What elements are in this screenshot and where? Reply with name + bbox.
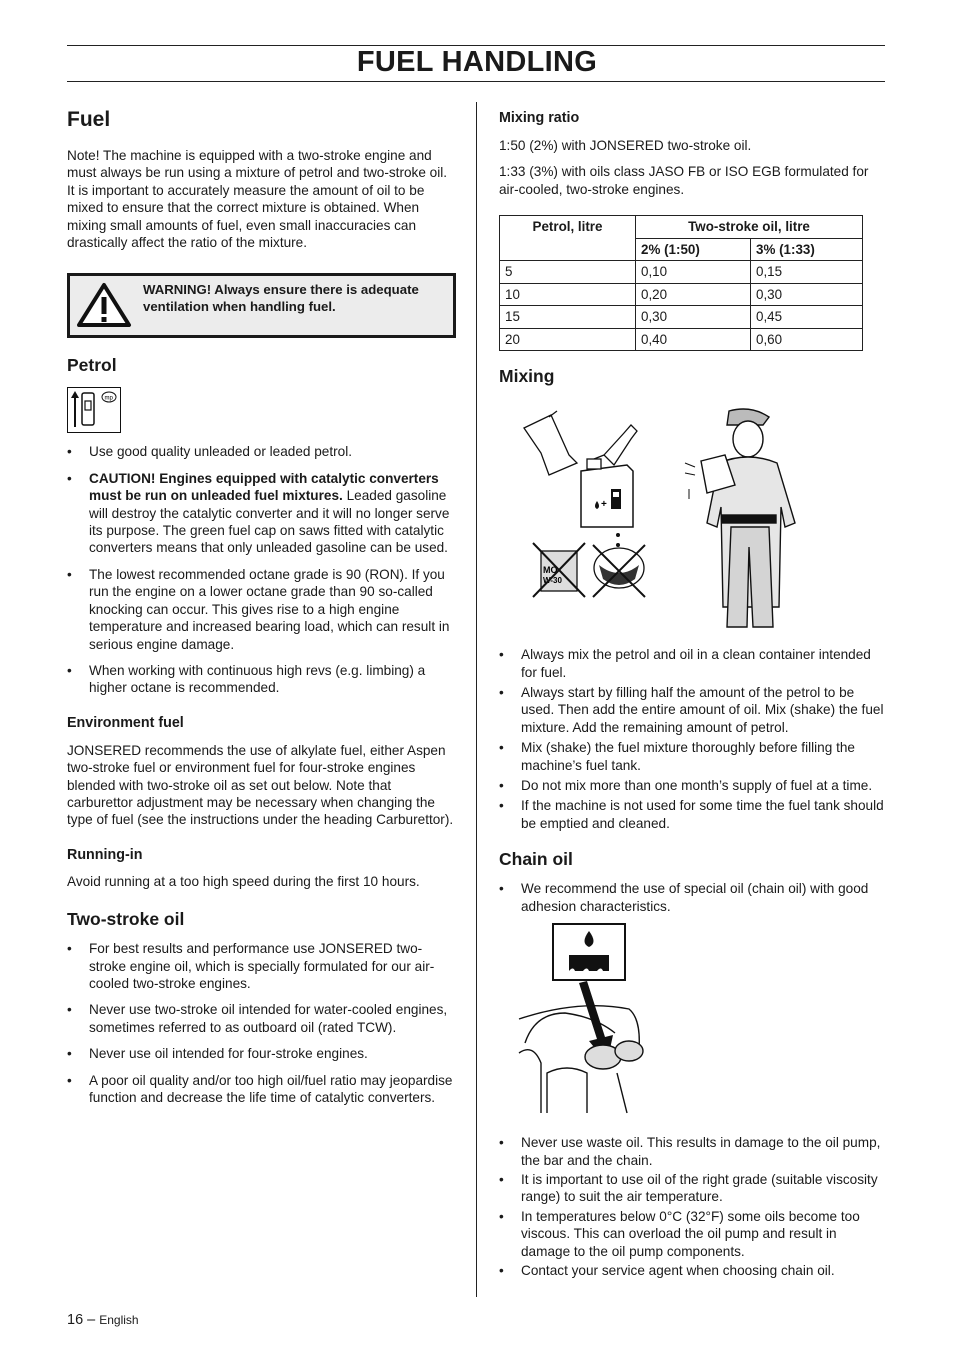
fuel-intro: Note! The machine is equipped with a two-stroke engine and must always be run using a mixture of petrol and two-stroke oil. It is important to accurately measure the amount of oil to be mixed to ensure that the correct mixture is obtained. When mixing small amounts of fuel, even small inaccuracies can drastically affect the ratio of the mixture. (67, 148, 448, 251)
footer-language: English (99, 1313, 139, 1327)
person-shaking-fuel-icon (701, 409, 795, 627)
list-item: • In temperatures below 0°C (32°F) some oils become too viscous. This can overload the oil pump and result in damage to the oil pump components. (499, 1208, 889, 1260)
table-header-oil: Two-stroke oil, litre (636, 216, 863, 239)
chain-oil-symbol-icon (553, 924, 625, 980)
petrol-heading: Petrol (67, 355, 117, 376)
fuel-canister-icon (581, 459, 633, 527)
chainsaw-fuel-caps-icon (519, 1006, 643, 1113)
list-item: • Do not mix more than one month’s supply of fuel at a time. (499, 777, 889, 794)
environment-fuel-heading: Environment fuel (67, 714, 184, 731)
running-in-heading: Running-in (67, 846, 143, 863)
table-cell: 10 (500, 283, 636, 306)
column-divider (476, 102, 477, 1297)
list-item: • A poor oil quality and/or too high oil/fuel ratio may jeopardise function and decrease the life time of catalytic converters. (67, 1072, 457, 1107)
mixing-ratio-line-1: 1:50 (2%) with JONSERED two-stroke oil. (499, 138, 752, 153)
warning-triangle-icon (76, 282, 132, 328)
list-item: • We recommend the use of special oil (chain oil) with good adhesion characteristics. (499, 880, 889, 915)
mixing-bullet-list (499, 646, 889, 832)
chain-oil-illustration (517, 923, 697, 1119)
mixing-ratio-table (499, 215, 863, 351)
prohibited-can-icon (533, 543, 585, 597)
left-column (67, 106, 457, 1106)
warning-text: WARNING! Always ensure there is adequate ventilation when handling fuel. (143, 282, 419, 315)
table-cell: 0,15 (751, 261, 863, 284)
table-cell: 0,20 (636, 283, 751, 306)
fuel-heading: Fuel (67, 108, 111, 131)
two-stroke-oil-heading: Two-stroke oil (67, 909, 185, 930)
right-column (499, 106, 889, 1279)
table-subheader-3pct: 3% (1:33) (751, 238, 863, 261)
list-item: • Mix (shake) the fuel mixture thoroughly before filling the machine’s fuel tank. (499, 739, 889, 774)
measuring-jug-icon (524, 411, 577, 475)
svg-text:+: + (601, 499, 607, 511)
table-cell: 0,45 (751, 306, 863, 329)
chain-oil-bullet-list-top (499, 880, 889, 915)
list-item: • Never use oil intended for four-stroke engines. (67, 1045, 457, 1062)
table-row (500, 283, 863, 306)
table-cell: 0,40 (636, 328, 751, 351)
list-item: • Never use waste oil. This results in damage to the oil pump, the bar and the chain. (499, 1134, 889, 1169)
list-item: • When working with continuous high revs (e.g. limbing) a higher octane is recommended. (67, 662, 457, 697)
table-row (500, 328, 863, 351)
table-subheader-2pct: 2% (1:50) (636, 238, 751, 261)
table-cell: 5 (500, 261, 636, 284)
prohibited-bowl-icon (593, 545, 645, 597)
page-title: FUEL HANDLING (356, 46, 598, 78)
table-row (500, 261, 863, 284)
table-cell: 0,30 (636, 306, 751, 329)
chain-oil-bullet-list-bottom (499, 1134, 889, 1279)
two-stroke-bullet-list (67, 940, 457, 1106)
svg-text:W-30: W-30 (543, 576, 562, 586)
mixing-illustration (519, 403, 809, 633)
list-item: • Use good quality unleaded or leaded petrol. (67, 443, 457, 460)
header-bottom-rule (67, 81, 885, 82)
table-cell: 20 (500, 328, 636, 351)
svg-text:MO: MO (543, 565, 558, 576)
warning-box (67, 273, 456, 338)
list-item: • Always start by filling half the amount of the petrol to be used. Then add the entire amount of oil. Mix (shake) the fuel mixture. Add the remaining amount of petrol. (499, 684, 889, 736)
running-in-text: Avoid running at a too high speed during the first 10 hours. (67, 873, 420, 889)
page-footer (67, 1312, 139, 1329)
table-cell: 0,60 (751, 328, 863, 351)
list-item: • The lowest recommended octane grade is 90 (RON). If you run the engine on a lower octane grade than 90 so-called knocking can occur. This gives rise to a high engine temperature and increased bearing load, which can result in serious engine damage. (67, 566, 457, 653)
list-item: • Never use two-stroke oil intended for water-cooled engines, sometimes referred to as outboard oil (rated TCW). (67, 1001, 457, 1036)
environment-fuel-text: JONSERED recommends the use of alkylate fuel, either Aspen two-stroke fuel or environment fuel for four-stroke engines blended with two-stroke oil as set out below. Note that carburettor adjustment may be necessary when changing the type of fuel (see the instructions under the heading Carburettor). (67, 742, 454, 828)
mixing-ratio-heading: Mixing ratio (499, 110, 580, 126)
table-cell: 15 (500, 306, 636, 329)
caution-text: Leaded gasoline will destroy the catalytic converter and it will no longer serve its purpose. The green fuel cap on saws fitted with catalytic converters means that only unleaded gasoline can be used. (89, 488, 450, 556)
list-item: • It is important to use oil of the right grade (suitable viscosity range) to suit the air temperature. (499, 1171, 889, 1206)
table-cell: 0,10 (636, 261, 751, 284)
list-item: • For best results and performance use JONSERED two-stroke engine oil, which is specially formulated for our air-cooled two-stroke engines. (67, 940, 457, 992)
page-number: 16 – (67, 1312, 100, 1328)
caution-bold-text: CAUTION! Engines equipped with catalytic converters must be run on unleaded fuel mixtures. (89, 470, 439, 504)
table-header-petrol: Petrol, litre (500, 216, 636, 261)
list-item: • Always mix the petrol and oil in a clean container intended for fuel. (499, 646, 889, 681)
mixing-ratio-line-2: 1:33 (3%) with oils class JASO FB or ISO EGB formulated for air-cooled, two-stroke engines. (499, 164, 869, 197)
list-item: • If the machine is not used for some time the fuel tank should be emptied and cleaned. (499, 797, 889, 832)
chain-oil-heading: Chain oil (499, 849, 573, 870)
table-cell: 0,30 (751, 283, 863, 306)
mixing-heading: Mixing (499, 366, 555, 387)
svg-text:mp: mp (104, 395, 113, 402)
list-item: • Contact your service agent when choosing chain oil. (499, 1262, 889, 1279)
petrol-bullet-list (67, 443, 457, 696)
caution-list-item (67, 470, 457, 557)
table-row (500, 306, 863, 329)
fuel-pump-icon (67, 387, 121, 433)
